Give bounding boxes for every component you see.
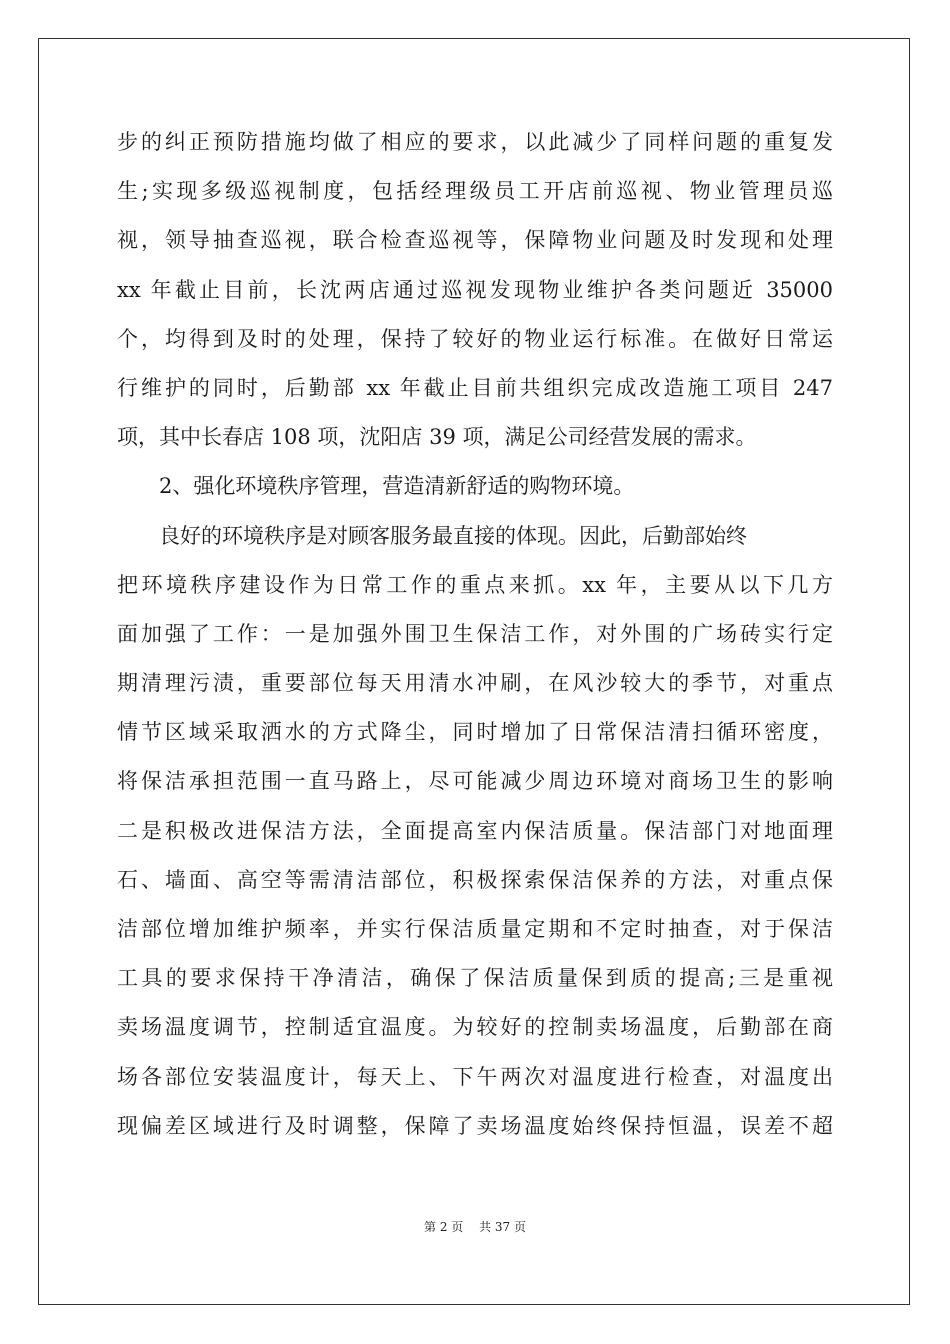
- text-line: 生;实现多级巡视制度，包括经理级员工开店前巡视、物业管理员巡: [117, 179, 833, 204]
- text-line: 2、强化环境秩序管理，营造清新舒适的购物环境。: [159, 474, 635, 499]
- text-line: 面加强了工作：一是加强外围卫生保洁工作，对外围的广场砖实行定: [117, 621, 833, 646]
- text-line: 行维护的同时，后勤部 xx 年截止目前共组织完成改造施工项目 247: [117, 375, 833, 400]
- text-line: 将保洁承担范围一直马路上，尽可能减少周边环境对商场卫生的影响: [117, 769, 833, 794]
- text-line: 把环境秩序建设作为日常工作的重点来抓。xx 年，主要从以下几方: [117, 572, 833, 597]
- text-line: 步的纠正预防措施均做了相应的要求，以此减少了同样问题的重复发: [117, 130, 833, 154]
- text-line: 视，领导抽查巡视，联合检查巡视等，保障物业问题及时发现和处理: [117, 228, 833, 253]
- paragraph: [117, 462, 833, 511]
- text-line: 项，其中长春店 108 项，沈阳店 39 项，满足公司经营发展的需求。: [117, 425, 757, 450]
- paragraph: [117, 512, 833, 1151]
- text-line: 二是积极改进保洁方法，全面提高室内保洁质量。保洁部门对地面理: [117, 818, 833, 843]
- text-line: 工具的要求保持干净清洁，确保了保洁质量保到质的提高;三是重视: [117, 966, 833, 991]
- text-line: 场各部位安装温度计，每天上、下午两次对温度进行检查，对温度出: [117, 1064, 833, 1089]
- text-line: 良好的环境秩序是对顾客服务最直接的体现。因此，后勤部始终: [159, 523, 747, 548]
- text-line: 期清理污渍，重要部位每天用清水冲刷，在风沙较大的季节，对重点: [117, 671, 833, 696]
- page-total: 共 37 页: [479, 1220, 526, 1234]
- text-line: 石、墙面、高空等需清洁部位，积极探索保洁保养的方法，对重点保: [117, 867, 833, 892]
- text-line: 个，均得到及时的处理，保持了较好的物业运行标准。在做好日常运: [117, 326, 833, 351]
- paragraph: [117, 118, 833, 462]
- text-line: xx 年截止目前，长沈两店通过巡视发现物业维护各类问题近 35000: [117, 277, 833, 302]
- text-line: 卖场温度调节，控制适宜温度。为较好的控制卖场温度，后勤部在商: [117, 1015, 833, 1040]
- page-number: 第 2 页: [424, 1220, 464, 1234]
- text-line: 洁部位增加维护频率，并实行保洁质量定期和不定时抽查，对于保洁: [117, 917, 833, 941]
- text-line: 现偏差区域进行及时调整，保障了卖场温度始终保持恒温，误差不超: [117, 1113, 833, 1138]
- document-body: [117, 118, 833, 1151]
- text-line: 情节区域采取洒水的方式降尘，同时增加了日常保洁清扫循环密度，: [117, 720, 833, 745]
- page-footer: [0, 1218, 950, 1235]
